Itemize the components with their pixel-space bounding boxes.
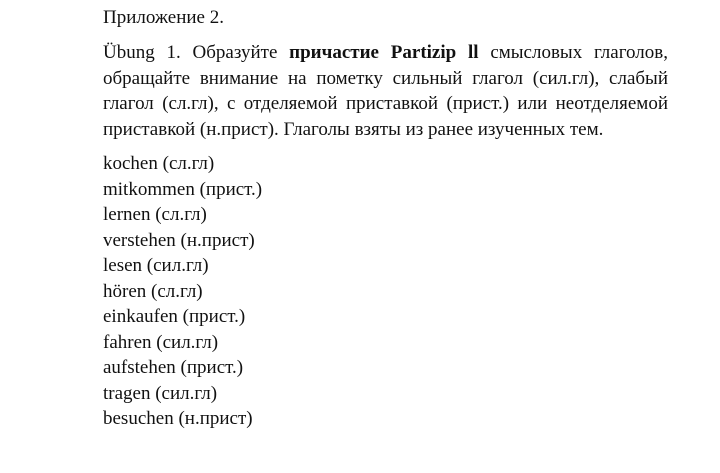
exercise-instructions	[103, 40, 668, 142]
verb-item: fahren (сил.гл)	[103, 331, 219, 353]
verb-item: lernen (сл.гл)	[103, 204, 207, 225]
verb-item: einkaufen (прист.)	[103, 306, 246, 327]
verb-item: kochen (сл.гл)	[103, 153, 215, 174]
verb-item: verstehen (н.прист)	[103, 229, 255, 251]
verb-item: tragen (сил.гл)	[103, 382, 218, 404]
verb-item: lesen (сил.гл)	[103, 255, 209, 276]
verb-item: mitkommen (прист.)	[103, 178, 263, 200]
verb-item: aufstehen (прист.)	[103, 357, 244, 378]
verb-list	[103, 151, 668, 432]
appendix-heading: Приложение 2.	[103, 7, 224, 28]
verb-item: hören (сл.гл)	[103, 280, 203, 302]
exercise-label: Übung 1.	[103, 42, 181, 63]
exercise-text-before: Образуйте	[180, 42, 290, 63]
document-page	[103, 6, 668, 432]
verb-item: besuchen (н.прист)	[103, 408, 253, 429]
exercise-text-after: смысловых глаголов, обращайте внимание на пометку сильный глагол (сил.гл), слабый глагол (сл.гл), с отделяемой приставкой (прист.) или неотделяемой приставкой (н.прист). Глаголы взяты из ранее изученных тем.	[103, 42, 668, 140]
exercise-bold-term: причастие Partizip ll	[289, 42, 479, 63]
